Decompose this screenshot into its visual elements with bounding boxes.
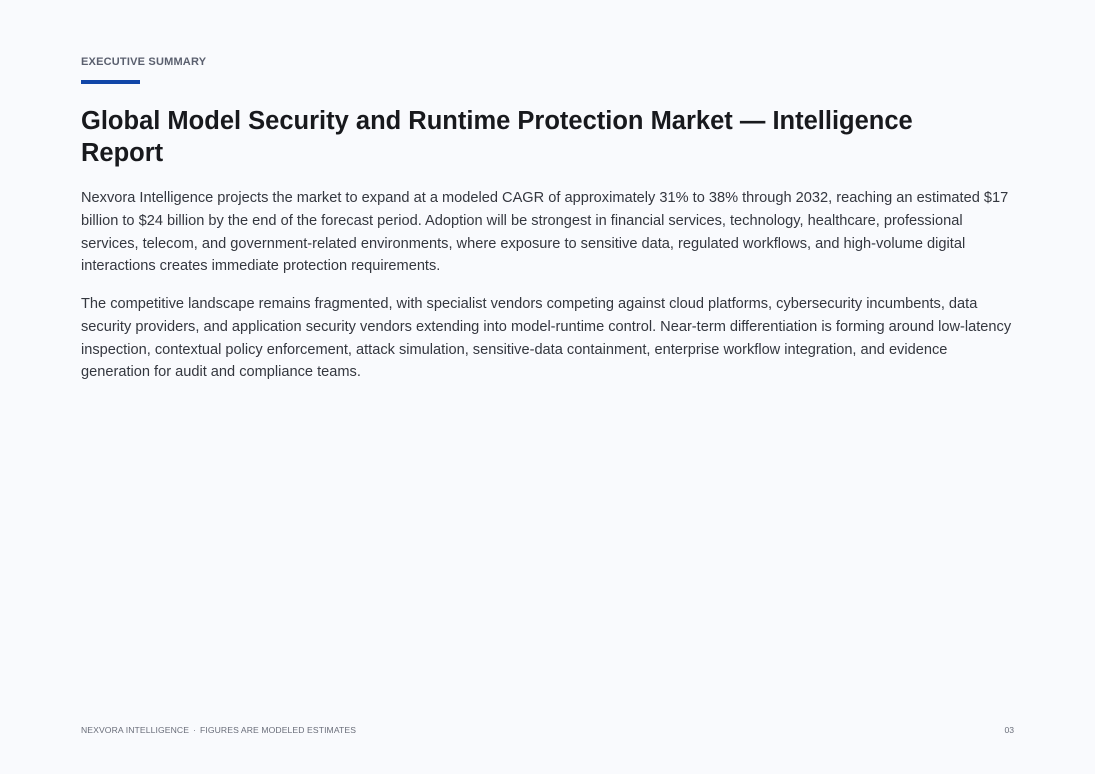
page-title: Global Model Security and Runtime Protection Market — Intelligence Report (81, 107, 913, 167)
footer-separator: · (193, 725, 196, 735)
footer-disclaimer: FIGURES ARE MODELED ESTIMATES (200, 725, 357, 735)
page-number: 03 (1004, 725, 1014, 735)
footer-brand: NEXVORA INTELLIGENCE (81, 725, 190, 735)
report-page (81, 0, 1014, 774)
summary-paragraph-2: The competitive landscape remains fragmented, with specialist vendors competing against cloud platforms, cybersecurity incumbents, data security providers, and application security vendors extending into model-runtime control. Near-term differentiation is forming around low-latency inspection, contextual policy enforcement, attack simulation, sensitive-data containment, enterprise workflow integration, and evidence generation for audit and compliance teams. (81, 296, 1012, 381)
accent-bar (81, 80, 140, 84)
section-label: EXECUTIVE SUMMARY (81, 56, 207, 68)
footer-note (81, 725, 356, 735)
summary-paragraph-1: Nexvora Intelligence projects the market to expand at a modeled CAGR of approximately 31% to 38% through 2032, reaching an estimated $17 billion to $24 billion by the end of the forecast period. Adoption will be strongest in financial services, technology, healthcare, professional services, telecom, and government-related environments, where exposure to sensitive data, regulated workflows, and high-volume digital interactions creates immediate protection requirements. (81, 190, 1009, 275)
